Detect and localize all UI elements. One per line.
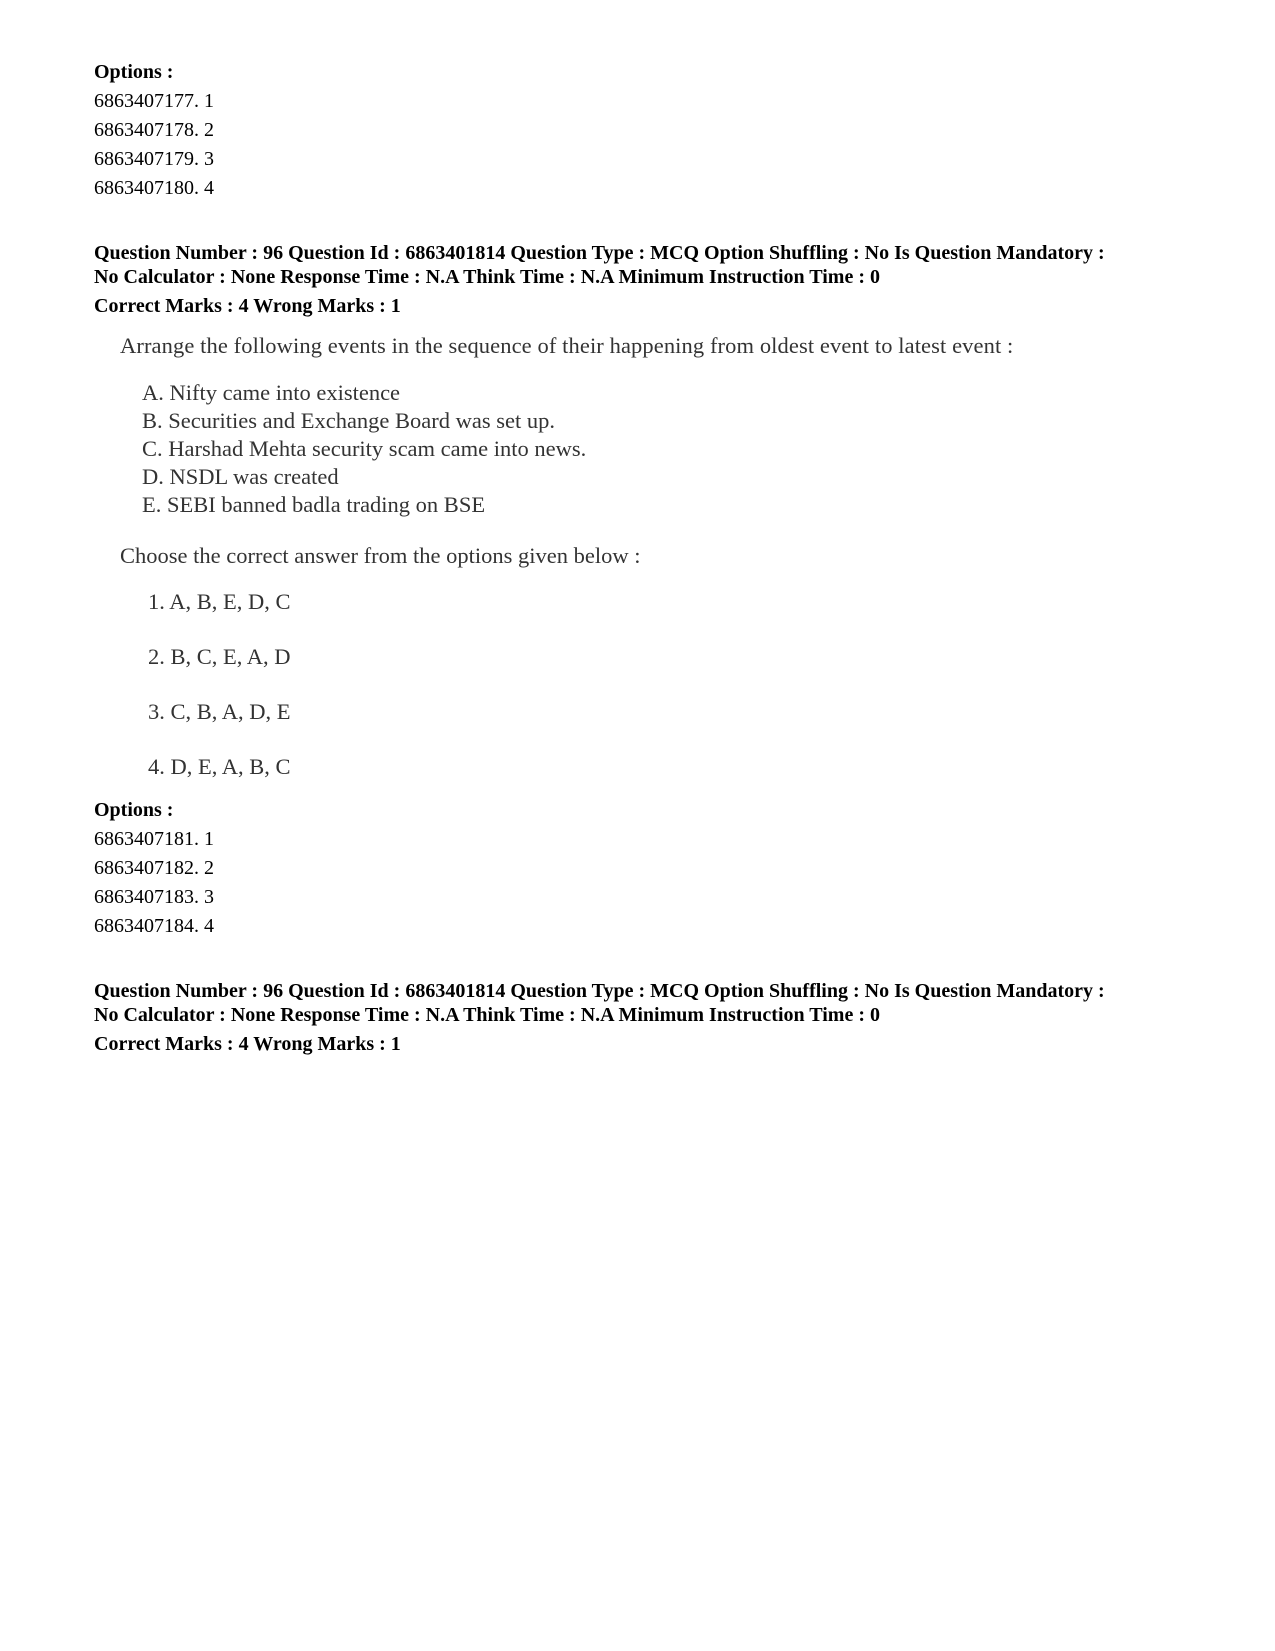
question-marks: Correct Marks : 4 Wrong Marks : 1 [94,295,401,317]
answer-choice: 2. B, C, E, A, D [148,644,291,669]
question-meta-line: Question Number : 96 Question Id : 6863401814 Question Type : MCQ Option Shuffling : No Is Question Mandatory : [94,980,1105,1002]
question-stem: Arrange the following events in the sequence of their happening from oldest event to latest event : [120,333,1014,358]
question-content [120,331,1194,782]
event-item: C. Harshad Mehta security scam came into news. [142,436,587,461]
option-item: 6863407179. 3 [94,148,214,170]
event-item: B. Securities and Exchange Board was set up. [142,408,556,433]
answer-choice: 4. D, E, A, B, C [148,754,291,779]
event-item: E. SEBI banned badla trading on BSE [142,492,486,517]
option-item: 6863407180. 4 [94,177,214,199]
answer-choice: 1. A, B, E, D, C [148,589,291,614]
option-item: 6863407178. 2 [94,119,214,141]
answer-list [148,587,1194,782]
question-meta-line: No Calculator : None Response Time : N.A Think Time : N.A Minimum Instruction Time : 0 [94,266,880,288]
options-heading: Options : [94,61,174,83]
option-item: 6863407183. 3 [94,886,214,908]
question-block [94,979,1194,1059]
previous-options-block [94,58,1194,203]
document-page [94,58,1194,1059]
event-item: A. Nifty came into existence [142,380,401,405]
question-options-block [94,796,1194,941]
question-meta-line: No Calculator : None Response Time : N.A Think Time : N.A Minimum Instruction Time : 0 [94,1004,880,1026]
question-marks: Correct Marks : 4 Wrong Marks : 1 [94,1033,401,1055]
question-instruction: Choose the correct answer from the options given below : [120,543,641,568]
option-item: 6863407181. 1 [94,828,214,850]
question-block [94,241,1194,941]
option-item: 6863407177. 1 [94,90,214,112]
option-item: 6863407182. 2 [94,857,214,879]
answer-choice: 3. C, B, A, D, E [148,699,291,724]
option-item: 6863407184. 4 [94,915,214,937]
options-heading: Options : [94,799,174,821]
question-meta-line: Question Number : 96 Question Id : 6863401814 Question Type : MCQ Option Shuffling : No Is Question Mandatory : [94,242,1105,264]
event-item: D. NSDL was created [142,464,339,489]
event-list [142,379,1194,519]
